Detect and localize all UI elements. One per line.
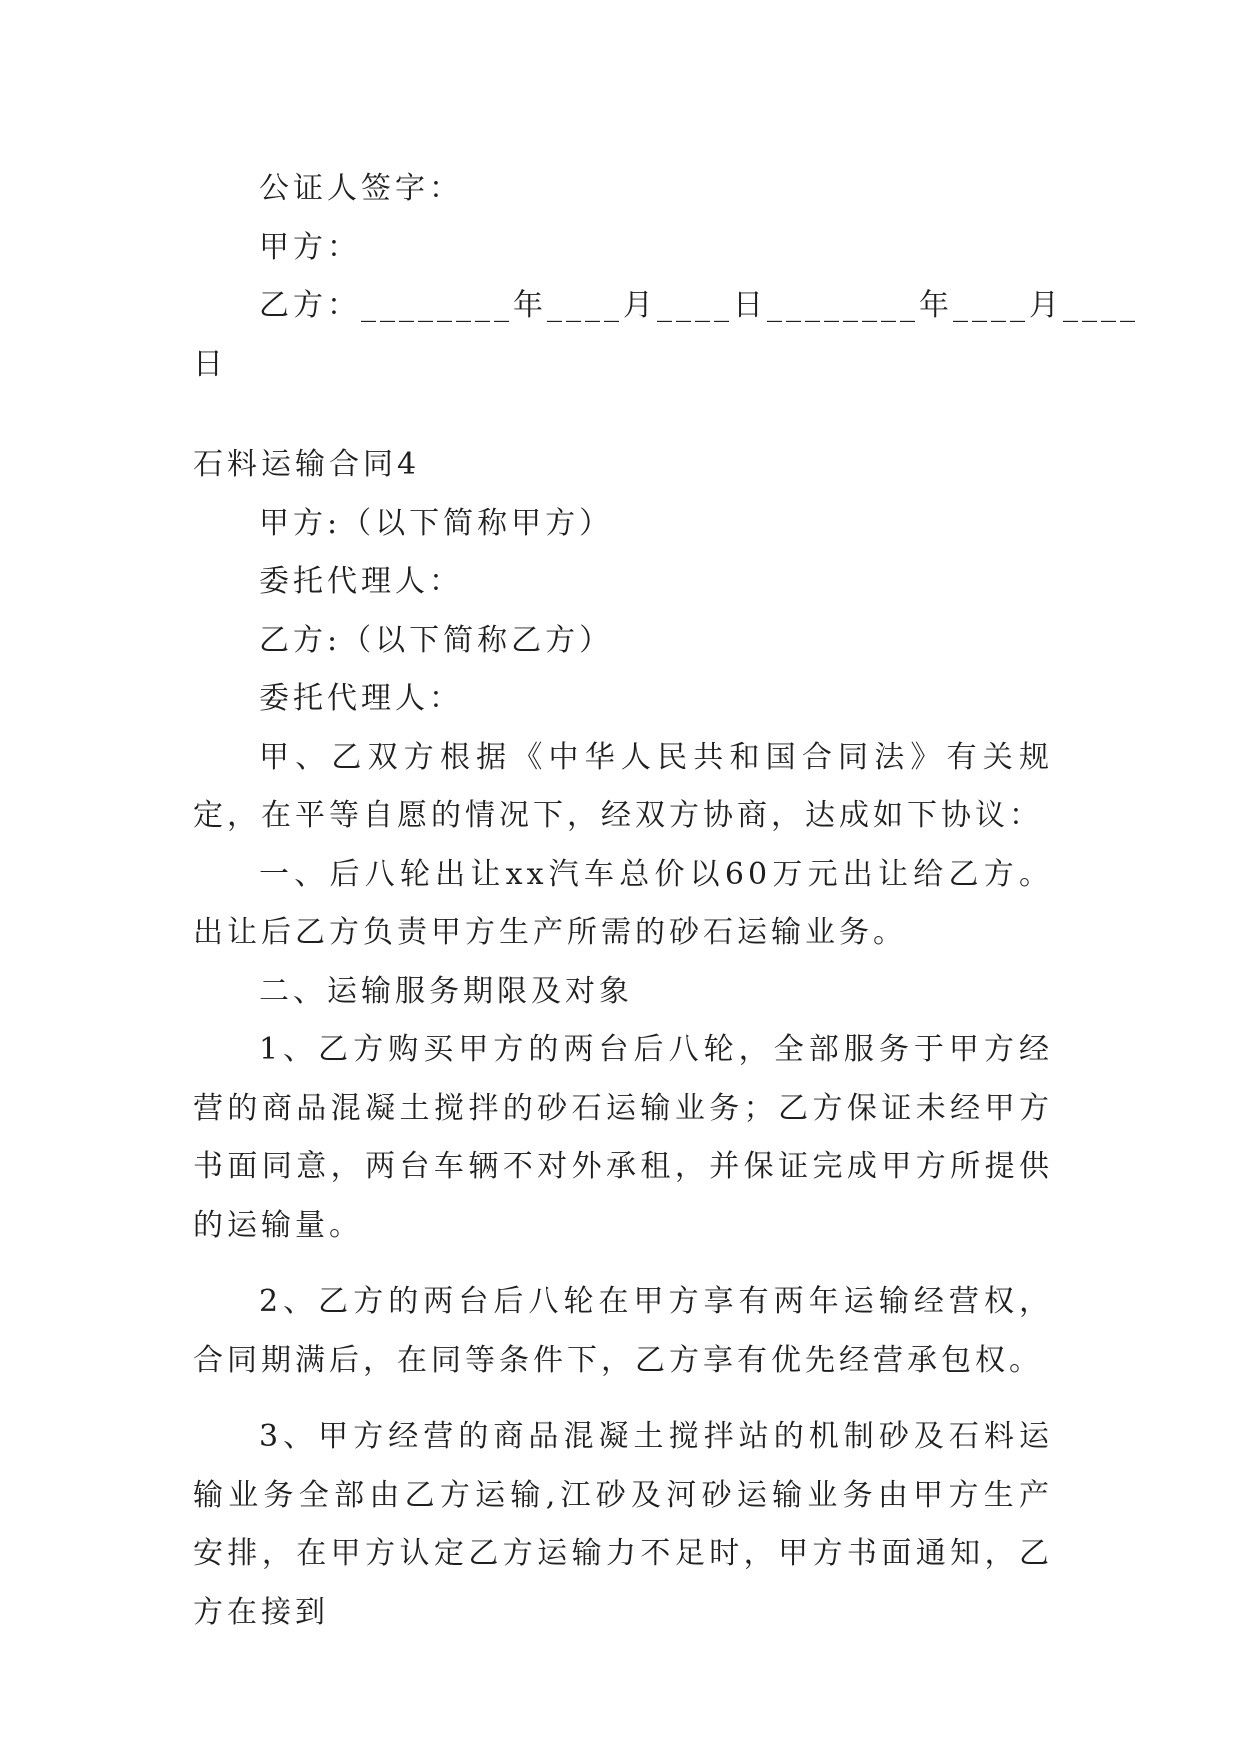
notary-signature-line: 公证人签字： [259,171,463,206]
paragraph-spacer [193,1390,1053,1408]
agent-b-line: 委托代理人： [259,681,463,716]
contract-paragraph-clause-1: 一、后八轮出让xx汽车总价以60万元出让给乙方。出让后乙方负责甲方生产所需的砂石运输业务。 [193,856,1053,950]
party-b-date-line: 乙方：________年____月____日________年____月____ [259,288,1139,323]
contract-paragraph-clause-2-1: 1、乙方购买甲方的两台后八轮，全部服务于甲方经营的商品混凝土搅拌的砂石运输业务；乙方保证未经甲方书面同意，两台车辆不对外承租，并保证完成甲方所提供的运输量。 [193,1032,1053,1243]
document-page [193,160,1139,1642]
party-a-signature-line: 甲方： [259,229,361,265]
party-b-line: 乙方:（以下简称乙方） [259,622,614,658]
contract-paragraph-preamble: 甲、乙双方根据《中华人民共和国合同法》有关规定，在平等自愿的情况下，经双方协商，达成如下协议： [193,739,1053,833]
party-b-date-line-wrap: 日 [193,346,227,382]
contract-paragraph-clause-2-3: 3、甲方经营的商品混凝土搅拌站的机制砂及石料运输业务全部由乙方运输,江砂及河砂运输业务由甲方生产安排，在甲方认定乙方运输力不足时，甲方书面通知，乙方在接到 [193,1419,1053,1630]
contract-paragraph-clause-2-2: 2、乙方的两台后八轮在甲方享有两年运输经营权，合同期满后，在同等条件下，乙方享有优先经营承包权。 [193,1284,1053,1378]
section-spacer [193,394,1053,436]
contract-title: 石料运输合同4 [193,447,421,482]
contract-heading-clause-2: 二、运输服务期限及对象 [259,973,633,1009]
paragraph-spacer [193,1255,1053,1273]
agent-a-line: 委托代理人： [259,564,463,599]
party-a-line: 甲方:（以下简称甲方） [259,505,614,541]
